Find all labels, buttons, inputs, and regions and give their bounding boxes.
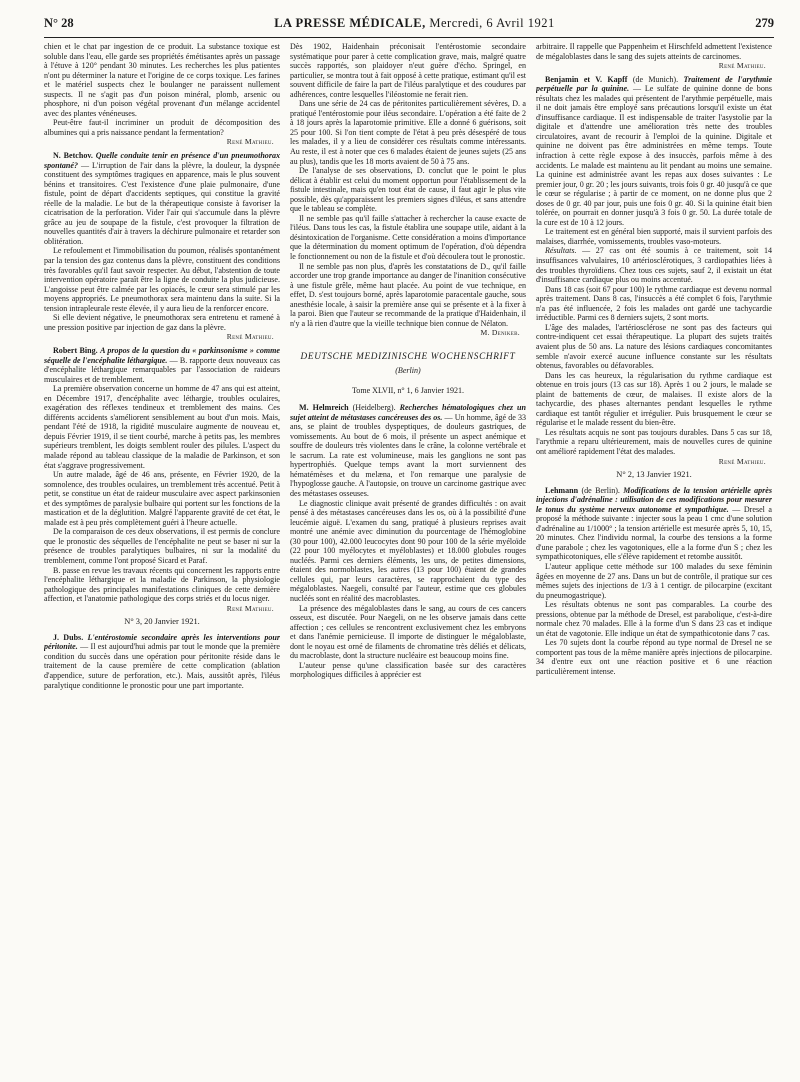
issue-date: Mercredi, 6 Avril 1921 (429, 16, 555, 30)
paragraph: L'auteur applique cette méthode sur 100 malades du sexe féminin âgées en moyenne de 27 ans. Dans un but de contrôle, il pratique sur ces mêmes sujets des injections de 1/3 à 1 centigr. de pilocarpine (excitant du pneumogastrique). (536, 561, 772, 600)
paragraph: L'âge des malades, l'artériosclérose ne sont pas des facteurs qui contre-indiquent cet essai thérapeutique. La plupart des sujets traités avaient plus de 50 ans. La nature des lésions cardiaques concomitantes semble n'avoir exercé aucune influence constante sur les résultats obtenus, favorables ou défavorables. (536, 322, 772, 371)
paragraph: Dans une série de 24 cas de péritonites particulièrement sévères, D. a pratiqué l'entérostomie pour iléus secondaire. L'opération a été faite de 2 à 18 jours après la laparotomie primitive. Elle a donné 6 guérisons, soit 25 pour 100. Si l'on tient compte de l'état à peu près désespéré de tous les malades, il y a lieu de considérer ces résultats comme intéressants. Au reste, il est à noter que ces 6 malades étaient de jeunes sujets (25 ans au plus), tandis que les 18 morts avaient de 50 à 75 ans. (290, 99, 526, 166)
paragraph: Si elle devient négative, le pneumothorax sera entretenu et ramené à une pression positive par injection de gaz dans la plèvre. (44, 313, 280, 332)
column-1 (44, 42, 280, 1072)
article-author: Benjamin et V. Kapff (545, 74, 628, 84)
article-title: Traitement de l'arythmie perpétuelle par la quinine. (536, 74, 772, 94)
paragraph: — B. rapporte deux nouveaux cas d'encéphalite léthargique remarquables par l'association de raideurs musculaires et de tremblement. (44, 355, 280, 384)
paragraph: arbitraire. Il rappelle que Pappenheim et Hirschfeld admettent l'existence de mégaloblastes dans le sang des sujets atteints de carcinomes. (536, 42, 772, 61)
paragraph: De l'analyse de ses observations, D. conclut que le point le plus délicat à établir est celui du moment opportun pour l'établissement de la fistule intestinale, mais qu'en tout état de cause, il faut agir le plus vite possible, dès qu'apparaissent les premiers signes d'iléus, et sans attendre que le tableau se complète. (290, 166, 526, 214)
author-affiliation: (Heidelberg). (352, 403, 396, 413)
paragraph: — Un homme, âgé de 33 ans, se plaint de troubles dyspeptiques, de douleurs gastriques, de vomissements. Au bout de 6 mois, il présente un aspect anémique et souffre de douleurs très violentes dans le crâne, la colonne vertébrale et le sacrum. La rate est volumineuse, mais les ganglions ne sont pas hypertrophiés. Quelque temps avant la mort surviennent des hématémèses et du melæna, et l'on remarque une paralysie de l'hypoglosse gauche. A l'autopsie, on trouve un carcinome gastrique avec des métastases osseuses. (290, 412, 526, 498)
paragraph: — Le sulfate de quinine donne de bons résultats chez les malades qui présentent de l'arythmie perpétuelle, mais il ne doit jamais être employé sans précautions lorsqu'il existe un état d'insuffisance cardiaque. Il est indispensable de traiter l'asystolie par la digitale et d'attendre une amélioration très nette des troubles circulatoires, avant de recourir à l'emploi de la quinine. Digitale et quinine ne doivent pas être administrées en même temps. Toute infraction à cette règle expose à des insuccès, parfois même à des accidents. Le malade est maintenu au lit pendant au moins une semaine. La quinine est administrée avant les repas aux doses suivantes : Le premier jour, 0 gr. 20 ; les jours suivants, trois fois 0 gr. 40 jusqu'à ce que le cœur se régularise ; à partir de ce moment, on ne donne plus que 2 doses de 0 gr. 40 par jour, puis une fois 0 gr. 40. Si la quinine était bien tolérée, on pourrait en donner jusqu'à 3 fois 0 gr. 50. La durée totale de la cure est de 10 à 12 jours. (536, 84, 772, 227)
paragraph: Dans les cas heureux, la régularisation du rythme cardiaque est obtenue en trois jours (13 cas sur 18). Après 1 ou 2 jours, le malade se plaint de battements de cœur, de malaises. Il existe alors de la tachycardie, des phases alternantes pendant lesquelles le rythme cardiaque est tantôt régulier et irrégulier. Puis brusquement le cœur se régularise et le malade ressent du bien-être. (536, 370, 772, 428)
page-number: 279 (755, 16, 774, 30)
header-rule (44, 37, 774, 38)
article-columns (44, 42, 774, 1072)
journal-name: LA PRESSE MÉDICALE, (274, 16, 426, 30)
author-affiliation: (de Berlin). (581, 485, 620, 495)
column-3 (536, 42, 772, 1072)
article-helmreich (290, 403, 526, 498)
journal-city: (Berlin) (395, 365, 421, 375)
paragraph: La présence des mégaloblastes dans le sang, au cours de ces cancers osseux, est discutée. Pour Naegeli, on ne les observe jamais dans cette affection ; ces cellules se rencontrent exclusivement chez les embryons et dans l'anémie pernicieuse. Il importe de distinguer le mégaloblaste, dont le noyau est orné de filaments de chromatine très déliés et délicats, du macroblaste, dont la structure nucléaire est beaucoup moins fine. (290, 603, 526, 661)
results-label: Résultats. (545, 246, 577, 256)
article-title: A propos de la question du « parkinsonisme » comme séquelle de l'encéphalite léthargique. (44, 345, 280, 365)
author-affiliation: (de Munich). (632, 74, 679, 84)
article-author: Robert Bing. (53, 345, 98, 355)
results-paragraph (536, 246, 772, 284)
signature: René Mathieu. (226, 332, 274, 342)
signature: René Mathieu. (226, 137, 274, 147)
paragraph: Dans 18 cas (soit 67 pour 100) le rythme cardiaque est devenu normal après traitement. Dans 8 cas, l'insuccès a été complet 6 fois, l'arythmie n'a pas été influencée, 2 fois les malades ont gardé une tachycardie irréductible. Parmi ces 8 derniers sujets, 2 sont morts. (536, 284, 772, 323)
article-bing (44, 346, 280, 384)
article-lehmann (536, 486, 772, 562)
article-title: Quelle conduite tenir en présence d'un pneumothorax spontané? (44, 151, 280, 170)
signature: René Mathieu. (226, 603, 274, 613)
issue-subheading: Tome XLVII, n° 1, 6 Janvier 1921. (351, 385, 465, 395)
article-author: M. Helmreich (299, 403, 349, 413)
paragraph: B. passe en revue les travaux récents qui concernent les rapports entre l'encéphalite léthargique et la maladie de Parkinson, la physiologie pathologique des principales manifestations cliniques de cette dernière affection, et l'anatomie pathologique des corps striés et du locus niger. (44, 565, 280, 604)
paragraph: — Il est aujourd'hui admis par tout le monde que la première condition du succès dans une opération pour péritonite réside dans le traitement de la cause première de cette complication (ablation d'appendice, suture de perforation, etc.). Mais, aussitôt après, l'iléus paralytique conditionne le pronostic pour une part importante. (44, 642, 280, 690)
article-author: Lehmann (545, 485, 579, 495)
journal-heading: DEUTSCHE MEDIZINISCHE WOCHENSCHRIFT (300, 350, 516, 361)
page-header (44, 16, 774, 36)
signature: René Mathieu. (718, 456, 766, 466)
paragraph: chien et le chat par ingestion de ce produit. La substance toxique est soluble dans l'eau, elle garde ses propriétés émétisantes après un passage à l'étuve à 120° pendant 30 minutes. Les recherches les plus patientes n'ont pu déterminer la nature et l'origine de ce corps toxique. Les farines et le matériel suspects chez le boulanger ne paraissent nullement suspects. Il ne s'agit pas d'un poison minéral, plomb, arsenic ou phosphore, ni d'un poison végétal provenant d'un mélange accidentel avec des plantes vénéneuses. (44, 42, 280, 118)
article-title: Recherches hématologiques chez un sujet atteint de métastases cancéreuses des os. (290, 403, 526, 422)
running-title (274, 16, 555, 31)
article-betchov (44, 151, 280, 246)
issue-number: N° 28 (44, 16, 74, 30)
issue-subheading: N° 3, 20 Janvier 1921. (124, 617, 200, 627)
paragraph: — 27 cas ont été soumis à ce traitement, soit 14 insuffisances valvulaires, 10 artériosclérotiques, 3 cardiopathies liées à des troubles thyroïdiens. Chez tous ces sujets, sauf 2, il existait un état d'insuffisance cardiaque plus ou moins accentué. (536, 246, 772, 285)
article-author: J. Dubs. (53, 632, 84, 642)
article-title: Modifications de la tension artérielle après injections d'adrénaline : utilisation de ces modifications pour mesurer le tonus du système nerveux autonome et sympathique. (536, 485, 772, 514)
paragraph: Il ne semble pas qu'il faille s'attacher à rechercher la cause exacte de l'iléus. Dans tous les cas, la fistule établira une soupape utile, aidant à la désintoxication de l'organisme. Cette considération a moins d'importance que la détermination du moment optimum de l'opération, d'où dépendra le fonctionnement ou non de la fistule et d'où découlera tout le pronostic. (290, 213, 526, 262)
signature: M. Denikeb. (480, 328, 520, 338)
article-dubs (44, 633, 280, 690)
paragraph: Le traitement est en général bien supporté, mais il survient parfois des malaises, diarrhée, vomissements, troubles vaso-moteurs. (536, 227, 772, 246)
paragraph: Les résultats obtenus ne sont pas comparables. La courbe des pressions, obtenue par la méthode de Dresel, est parabolique, c'est-à-dire normale chez 70 malades. Elle à la forme d'un S dans 23 cas et indique un état de vagotonie. Elle indique un état de sympathicotonie dans 7 cas. (536, 600, 772, 638)
paragraph: — Dresel a proposé la méthode suivante : injecter sous la peau 1 cmc d'une solution d'adrénaline au 1/1000° ; la tension artérielle est mesurée après 5, 10, 15, 20 minutes. Chez l'individu normal, la courbe des tensions a la forme d'une parabole ; chez les vagotoniques, elle a la forme d'un S ; chez les sympathicotoniques, elle s'élève rapidement et retombe aussitôt. (536, 504, 772, 562)
paragraph: — L'irruption de l'air dans la plèvre, la douleur, la dyspnée constituent des symptômes tragiques en apparence, mais le plus souvent bénins et transitoires. C'est l'existence d'une plaie pulmonaire, d'une fistule, point de départ d'accidents septiques, qui constitue la gravité réelle de la maladie. Le but de la thérapeutique consiste à favoriser la cicatrisation de la perforation. Vider l'air qui s'accumule dans la plèvre grâce au jeu de soupape de la fistule, c'est provoquer la filtration de nouvelles quantités d'air à travers la déchirure pulmonaire et retarder son oblitération. (44, 160, 280, 246)
paragraph: De la comparaison de ces deux observations, il est permis de conclure que le pronostic des séquelles de l'encéphalite ne peut se baser ni sur la présence de troubles paralytiques bulbaires, ni sur la modalité du tremblement, comme l'ont proposé Sicard et Paraf. (44, 527, 280, 565)
paragraph: Les résultats acquis ne sont pas toujours durables. Dans 5 cas sur 18, l'arythmie a reparu ultérieurement, mais de nouvelles cures de quinine ont amélioré rapidement l'état des malades. (536, 427, 772, 456)
paragraph: Le diagnostic clinique avait présenté de grandes difficultés : on avait pensé à des métastases cancéreuses dans les os, où à la possibilité d'une leucémie aiguë. L'examen du sang, pratiqué à plusieurs reprises avait montré une anémie avec diminution du pourcentage de l'hémoglobine (30 pour 100), 42.000 leucocytes dont 90 pour 100 de la série myéloïde (22 pour 100 myélocytes et myéloblastes) et 18.000 globules rouges nucléés. Parmi ces derniers éléments, les uns, de petites dimensions, étaient des normoblastes, les autres (13 pour 100) étaient de grandes cellules qui, par leurs caractères, se rapprochaient du type des mégaloblastes. Naegeli, consulté par l'auteur, estime que ces globules nucléés sont en réalité des macroblastes. (290, 498, 526, 603)
article-title: L'entérostomie secondaire après les interventions pour péritonite. (44, 632, 280, 652)
paragraph: L'auteur pense qu'une classification basée sur des caractères morphologiques difficiles à apprécier est (290, 660, 526, 680)
signature: René Mathieu. (718, 61, 766, 71)
issue-subheading: N° 2, 13 Janvier 1921. (616, 470, 692, 480)
paragraph: Dès 1902, Haidenhain préconisait l'entérostomie secondaire systématique pour parer à cette complication grave, mais, malgré quatre succès rapportés, son plaidoyer n'eut guère d'écho. Springel, en particulier, se montra tout à fait opposé à cette pratique, estimant qu'il est souvent difficile de faire la part de l'iléus paralytique et des coudures par adhérences, contre lesquelles l'iléostomie ne ferait rien. (290, 42, 526, 99)
paragraph: Un autre malade, âgé de 46 ans, présente, en Février 1920, de la somnolence, des troubles oculaires, un tremblement très accentué. Petit à petit, se constitue un état de raideur musculaire avec aspect parkinsonien et des symptômes de paralysie bulbaire qui portent sur les fonctions de la mastication et de la déglutition. Malgré l'apparente gravité de cet état, le malade est à peu près complètement guéri à l'heure actuelle. (44, 470, 280, 527)
paragraph: Les 70 sujets dont la courbe répond au type normal de Dresel ne se comportent pas tous de la même manière après injections de pilocarpine. 34 d'entre eux ont une réaction positive et 6 une réaction particulièrement intense. (536, 638, 772, 676)
paragraph: Peut-être faut-il incriminer un produit de décomposition des albumines qui a pris naissance pendant la fermentation? (44, 118, 280, 137)
article-author: N. Betchov. (53, 151, 93, 161)
paragraph: La première observation concerne un homme de 47 ans qui est atteint, en Décembre 1917, d'encéphalite avec léthargie, troubles oculaires, exagération des réflexes tendineux et tremblement des mains. Ces différents accidents s'améliorent sensiblement au bout d'un mois. Mais, pendant l'été de 1918, la rigidité musculaire augmente de nouveau et, depuis Février 1919, il se tient courbé, marche à petits pas, les membres supérieurs tremblent, les doigts semblent rouler des pilules. L'aspect du malade répond au tableau classique de la maladie de Parkinson, et son état s'aggrave progressivement. (44, 384, 280, 470)
paragraph: Il ne semble pas non plus, d'après les constatations de D., qu'il faille accorder une trop grande importance au danger de l'inanition consécutive à une fistule grêle, même haut placée. Au point de vue technique, en effet, D. s'est toujours borné, après laparotomie paracentale gauche, sous anesthésie locale, à saisir la première anse qui se présente et à la fixer à la paroi. Bien que l'auteur se recommande de la pratique d'Haidenhain, il n'y a là rien d'autre que la vieille technique bien connue de Nélaton. (290, 261, 526, 328)
paragraph: Le refoulement et l'immobilisation du poumon, réalisés spontanément par la tension des gaz contenus dans la plèvre, constituent des conditions très favorables qu'il faut savoir respecter. Au début, l'abstention de toute intervention opératoire paraît être la ligne de conduite la plus judicieuse. L'angoisse peut être calmée par les opiacés, le cœur sera stimulé par les moyens appropriés. Le pneumothorax sera maintenu dans la suite. Si la tension intrapleurale reste élevée, il y aura lieu de la renforcer encore. (44, 246, 280, 313)
column-2 (290, 42, 526, 1072)
article-benjamin-kapff (536, 75, 772, 228)
